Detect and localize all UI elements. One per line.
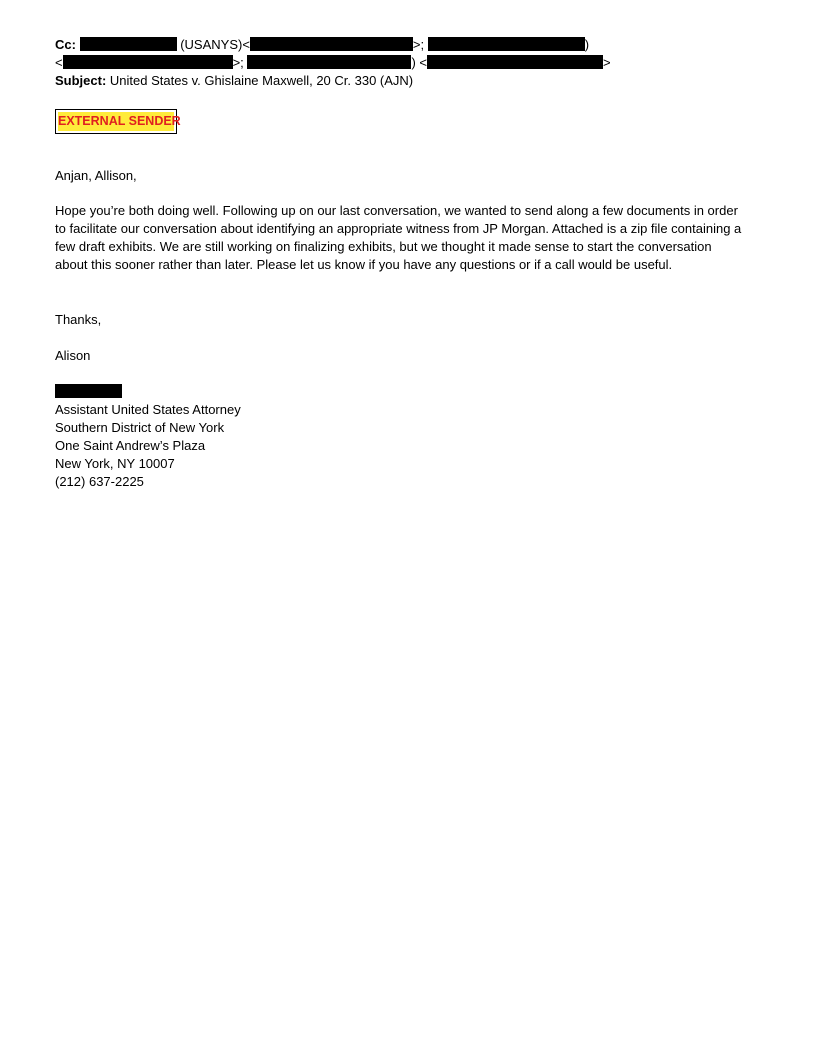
external-sender-banner	[55, 109, 181, 134]
redaction-block	[250, 37, 413, 51]
redaction-block	[427, 55, 603, 69]
greeting: Anjan, Allison,	[55, 168, 137, 183]
closing: Thanks,	[55, 312, 102, 327]
redaction-block	[63, 55, 233, 69]
subject-label: Subject:	[55, 73, 107, 88]
cc-line-2	[55, 54, 611, 72]
signature-address-2: New York, NY 10007	[55, 456, 175, 471]
cc-line-1	[55, 36, 589, 54]
redaction-block	[80, 37, 177, 51]
signature-phone: (212) 637-2225	[55, 474, 144, 489]
cc-label: Cc:	[55, 37, 76, 52]
cc-org: (USANYS)	[180, 37, 243, 52]
subject-value: United States v. Ghislaine Maxwell, 20 Cr. 330 (AJN)	[109, 73, 414, 88]
message-body: Hope you’re both doing well. Following up on our last conversation, we wanted to send along a few documents in order to facilitate our conversation about identifying an appropriate witness from JP Morgan. Attached is a zip file containing a few draft exhibits. We are still working on finalizing exhibits, but we thought it made sense to start the conversation about this sooner rather than later. Please let us know if you have any questions or if a call would be useful.	[55, 203, 742, 272]
redaction-block	[428, 37, 585, 51]
signature-title: Assistant United States Attorney	[55, 402, 241, 417]
redaction-block	[247, 55, 411, 69]
signature-office: Southern District of New York	[55, 420, 225, 435]
cc-gt-semi: >;	[412, 37, 425, 52]
redaction-block	[55, 384, 122, 398]
cc-close-paren: )	[584, 37, 590, 52]
sender-first-name: Alison	[55, 348, 91, 363]
signature-address-1: One Saint Andrew’s Plaza	[55, 438, 206, 453]
cc-paren-lt: ) <	[411, 55, 427, 70]
subject-line	[55, 72, 413, 90]
external-sender-label: EXTERNAL SENDER	[58, 112, 174, 131]
cc-gt-semi-2: >;	[232, 55, 244, 70]
cc-lt-2: <	[55, 55, 63, 70]
signature-name-line	[55, 383, 122, 401]
cc-gt: >	[602, 55, 611, 70]
cc-lt: <	[242, 37, 250, 52]
